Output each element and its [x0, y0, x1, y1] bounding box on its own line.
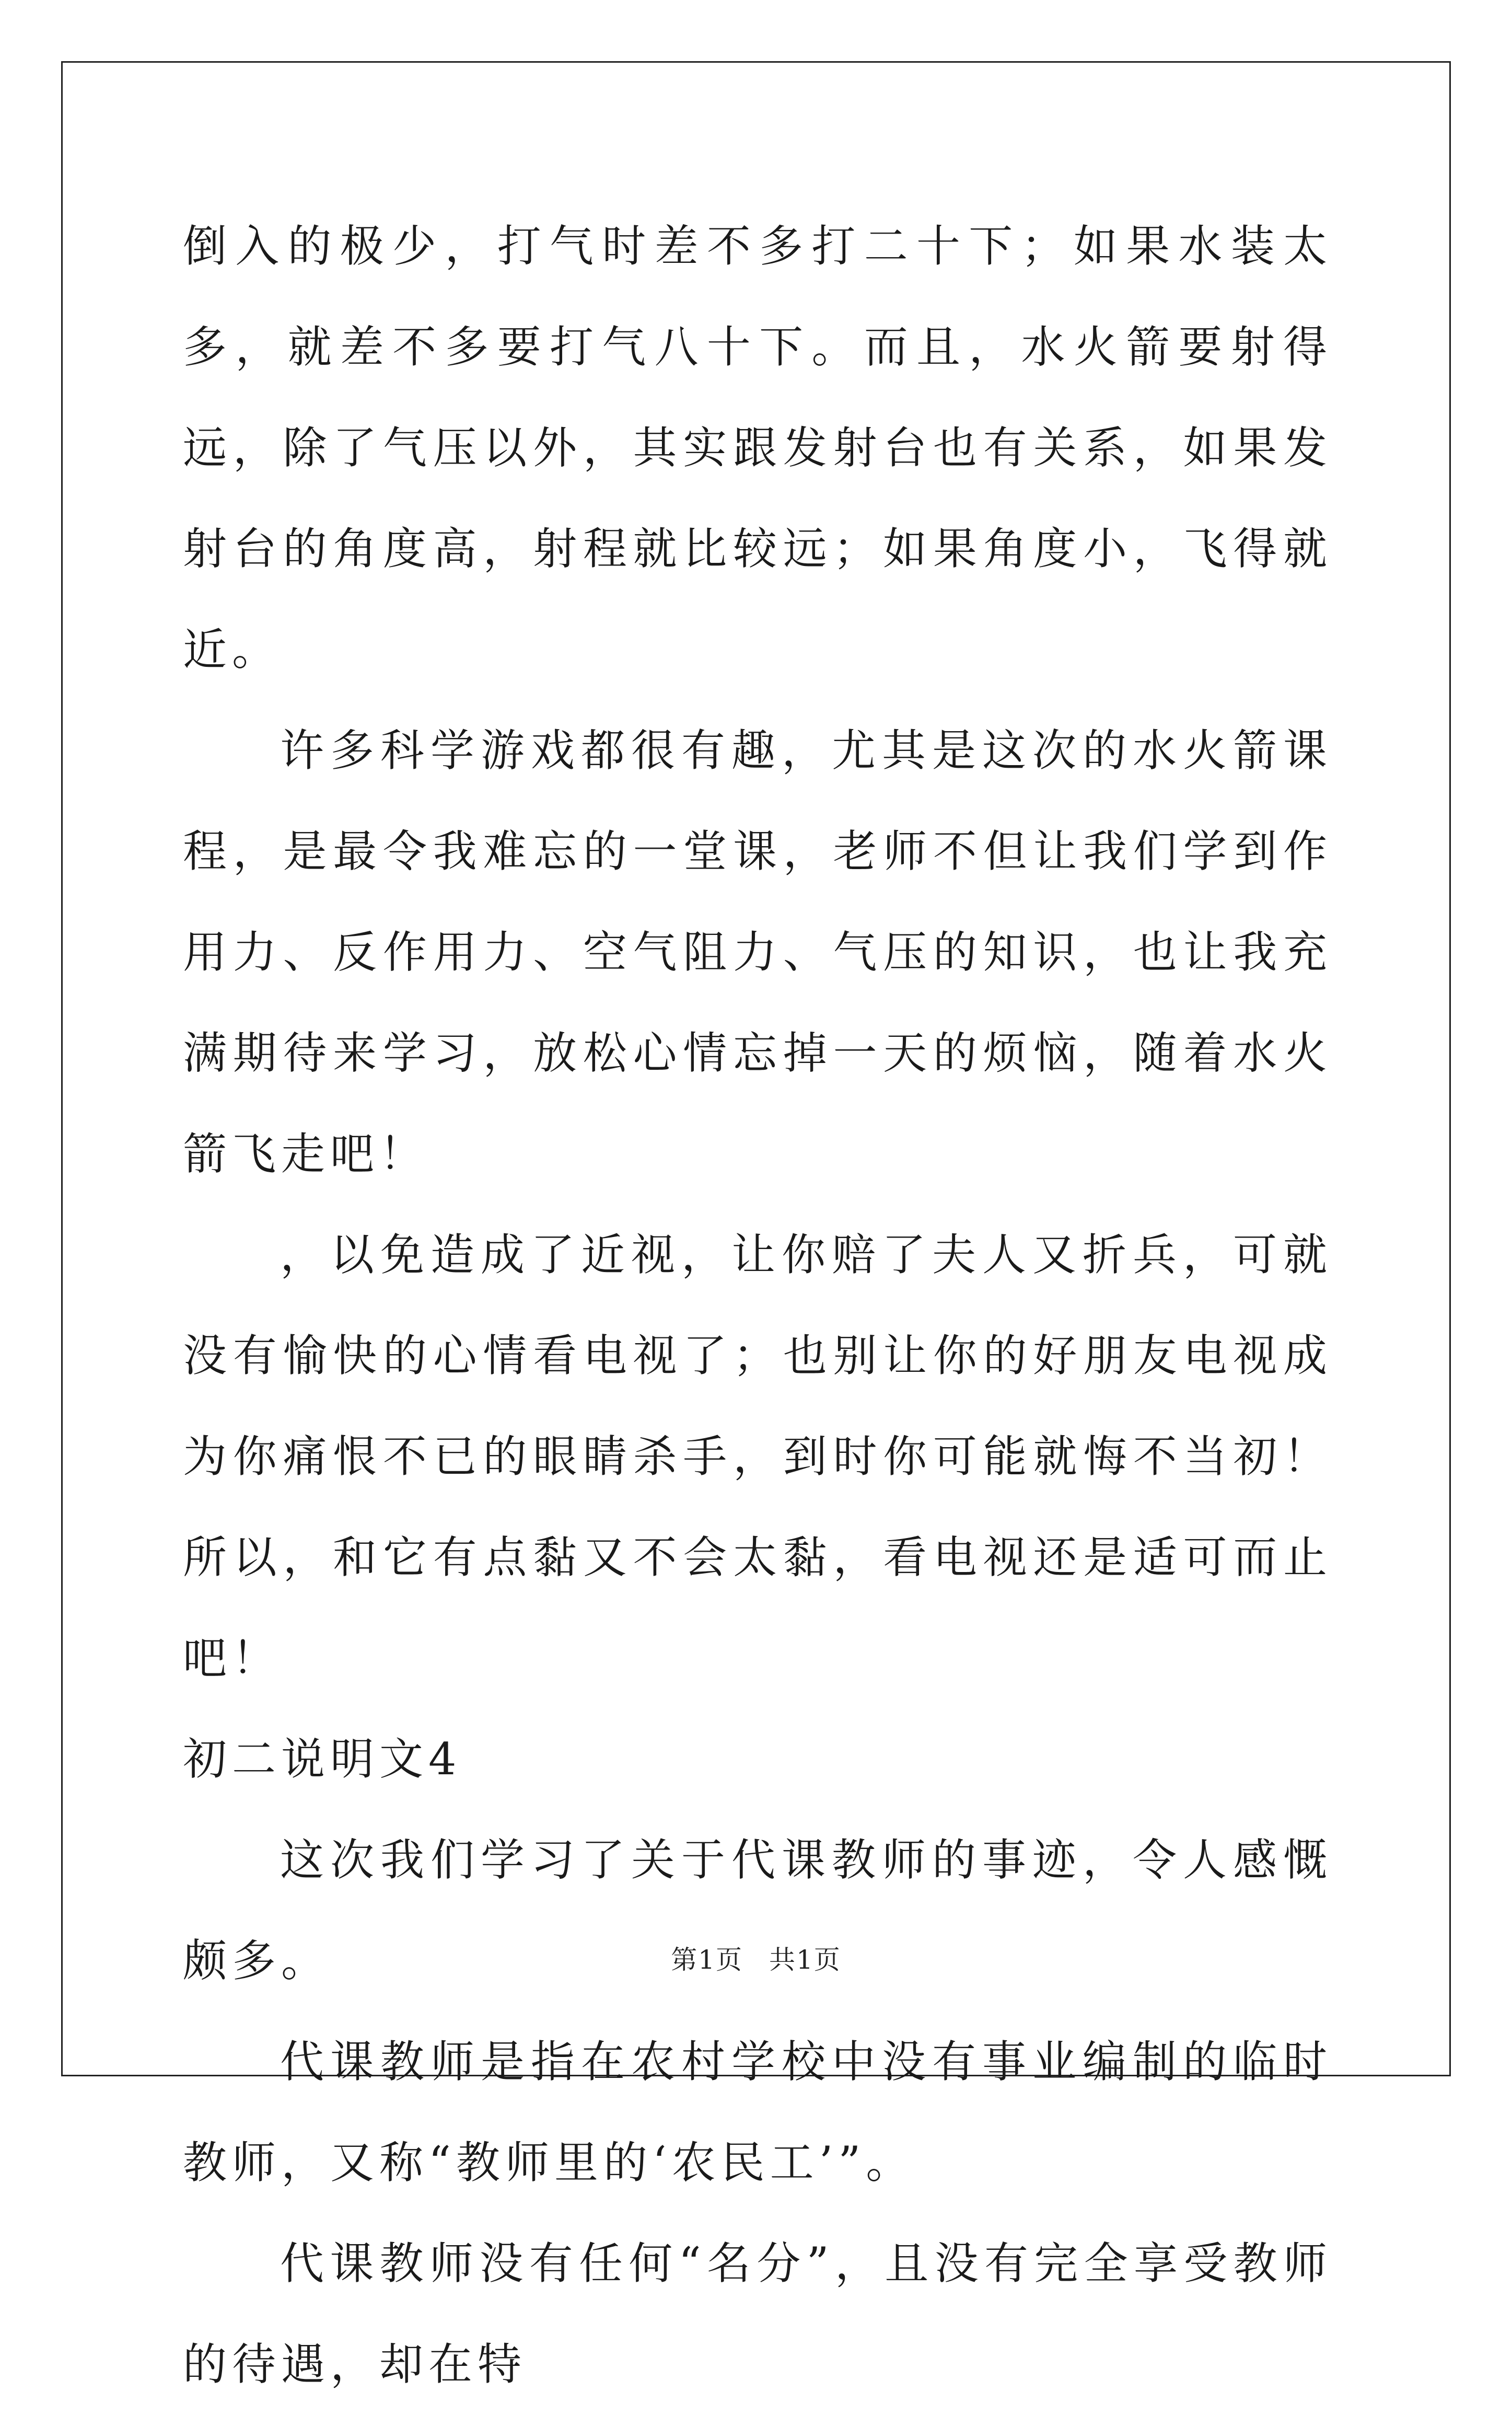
section-heading: 初二说明文4 [183, 1734, 462, 1785]
paragraph-1: 倒入的极少，打气时差不多打二十下；如果水装太多，就差不多要打气八十下。而且，水火箭要射得远，除了气压以外，其实跟发射台也有关系，如果发射台的角度高，射程就比较远；如果角度小，飞得就近。 [183, 221, 1332, 675]
paragraph-2: 许多科学游戏都很有趣，尤其是这次的水火箭课程，是最令我难忘的一堂课，老师不但让我们学到作用力、反作用力、空气阻力、气压的知识，也让我充满期待来学习，放松心情忘掉一天的烦恼，随着水火箭飞走吧！ [183, 725, 1332, 1180]
page-number: 第1页 [671, 1945, 743, 1975]
page-total: 共1页 [769, 1945, 841, 1975]
paragraph-5: 代课教师是指在农村学校中没有事业编制的临时教师，又称“教师里的‘农民工’”。 [183, 2036, 1332, 2188]
page-footer [0, 1944, 1512, 1975]
paragraph-4: 这次我们学习了关于代课教师的事迹，令人感慨颇多。 [183, 1834, 1332, 1986]
paragraph-6: 代课教师没有任何“名分”，且没有完全享受教师的待遇，却在特 [183, 2238, 1332, 2390]
paragraph-3: ，以免造成了近视，让你赔了夫人又折兵，可就没有愉快的心情看电视了；也别让你的好朋友电视成为你痛恨不已的眼睛杀手，到时你可能就悔不当初！所以，和它有点黏又不会太黏，看电视还是适可而止吧！ [183, 1229, 1332, 1684]
document-body [183, 196, 1332, 2415]
